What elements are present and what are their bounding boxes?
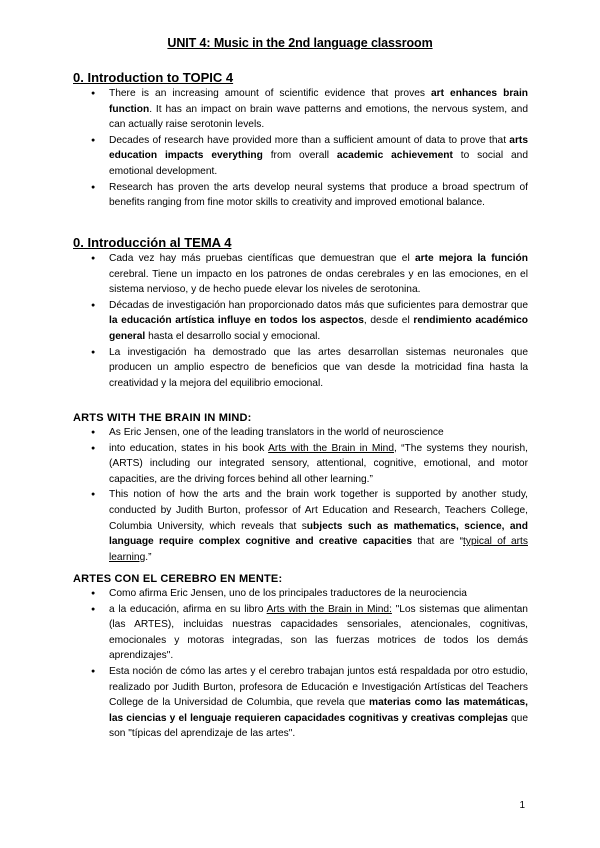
list-item: ● Décadas de investigación han proporcionado datos más que suficientes para demostrar que la educación artística influye en todos los aspectos, desde el rendimiento académico general hasta el desarrollo social y emocional. <box>109 298 528 345</box>
section-intro-es <box>73 235 528 391</box>
list-item: ● Cada vez hay más pruebas científicas que demuestran que el arte mejora la función cerebral. Tiene un impacto en los patrones de ondas cerebrales y en las emociones, en el sistema nervioso, y de hecho puede elevar los niveles de serotonina. <box>109 251 528 298</box>
list-item: ● Research has proven the arts develop neural systems that produce a broad spectrum of benefits ranging from fine motor skills to creativity and improved emotional balance. <box>109 180 528 211</box>
list-item: ● a la educación, afirma en su libro Arts with the Brain in Mind: "Los sistemas que alimentan (las ARTES), incluidas nuestras capacidades sensoriales, atencionales, cognitivas, emocionales y motoras integradas, son las fuerzas motrices de todos los demás aprendizajes". <box>109 602 528 664</box>
bullet-list <box>73 251 528 391</box>
section-heading: 0. Introducción al TEMA 4 <box>73 235 232 250</box>
section-intro-en <box>73 70 528 211</box>
list-item: ● As Eric Jensen, one of the leading translators in the world of neuroscience <box>109 425 528 441</box>
list-item: ● Como afirma Eric Jensen, uno de los principales traductores de la neurociencia <box>109 586 528 602</box>
bullet-list <box>73 586 528 742</box>
list-item: ● There is an increasing amount of scientific evidence that proves art enhances brain function. It has an impact on brain wave patterns and emotions, the nervous system, and can actually raise serotonin levels. <box>109 86 528 133</box>
book-title-link: Arts with the Brain in Mind: <box>266 603 392 615</box>
list-item: ● into education, states in his book Arts with the Brain in Mind, “The systems they nourish, (ARTS) including our integrated sensory, attentional, cognitive, emotional, and motor capacities, are the driving forces behind all other learning.” <box>109 441 528 488</box>
page-number: 1 <box>519 800 525 811</box>
section-arts-brain-es <box>73 573 528 742</box>
section-arts-brain-en <box>73 412 528 565</box>
list-item: ● Decades of research have provided more than a sufficient amount of data to prove that arts education impacts everything from overall academic achievement to social and emotional development. <box>109 133 528 180</box>
bullet-list <box>73 425 528 565</box>
document-title: UNIT 4: Music in the 2nd language classroom <box>167 36 433 50</box>
section-heading: ARTS WITH THE BRAIN IN MIND: <box>73 412 252 424</box>
book-title-link: Arts with the Brain in Mind <box>268 442 394 454</box>
bullet-list <box>73 86 528 211</box>
section-heading: 0. Introduction to TOPIC 4 <box>73 70 234 85</box>
list-item: ● This notion of how the arts and the brain work together is supported by another study, conducted by Judith Burton, professor of Art Education and Research, Teachers College, Columbia University, which reveals that subjects such as mathematics, science, and language require complex cognitive and creative capacities that are “typical of arts learning.” <box>109 487 528 565</box>
section-heading: ARTES CON EL CEREBRO EN MENTE: <box>73 573 283 585</box>
list-item: ● Esta noción de cómo las artes y el cerebro trabajan juntos está respaldada por otro estudio, realizado por Judith Burton, profesora de Educación e Investigación Artísticas del Teachers College de la Universidad de Columbia, que revela que materias como las matemáticas, las ciencias y el lenguaje requieren capacidades cognitivas y creativas complejas que son "típicas del aprendizaje de las artes". <box>109 664 528 742</box>
list-item: ● La investigación ha demostrado que las artes desarrollan sistemas neuronales que producen un amplio espectro de beneficios que van desde la motricidad fina hasta la creatividad y la mejora del equilibrio emocional. <box>109 345 528 392</box>
